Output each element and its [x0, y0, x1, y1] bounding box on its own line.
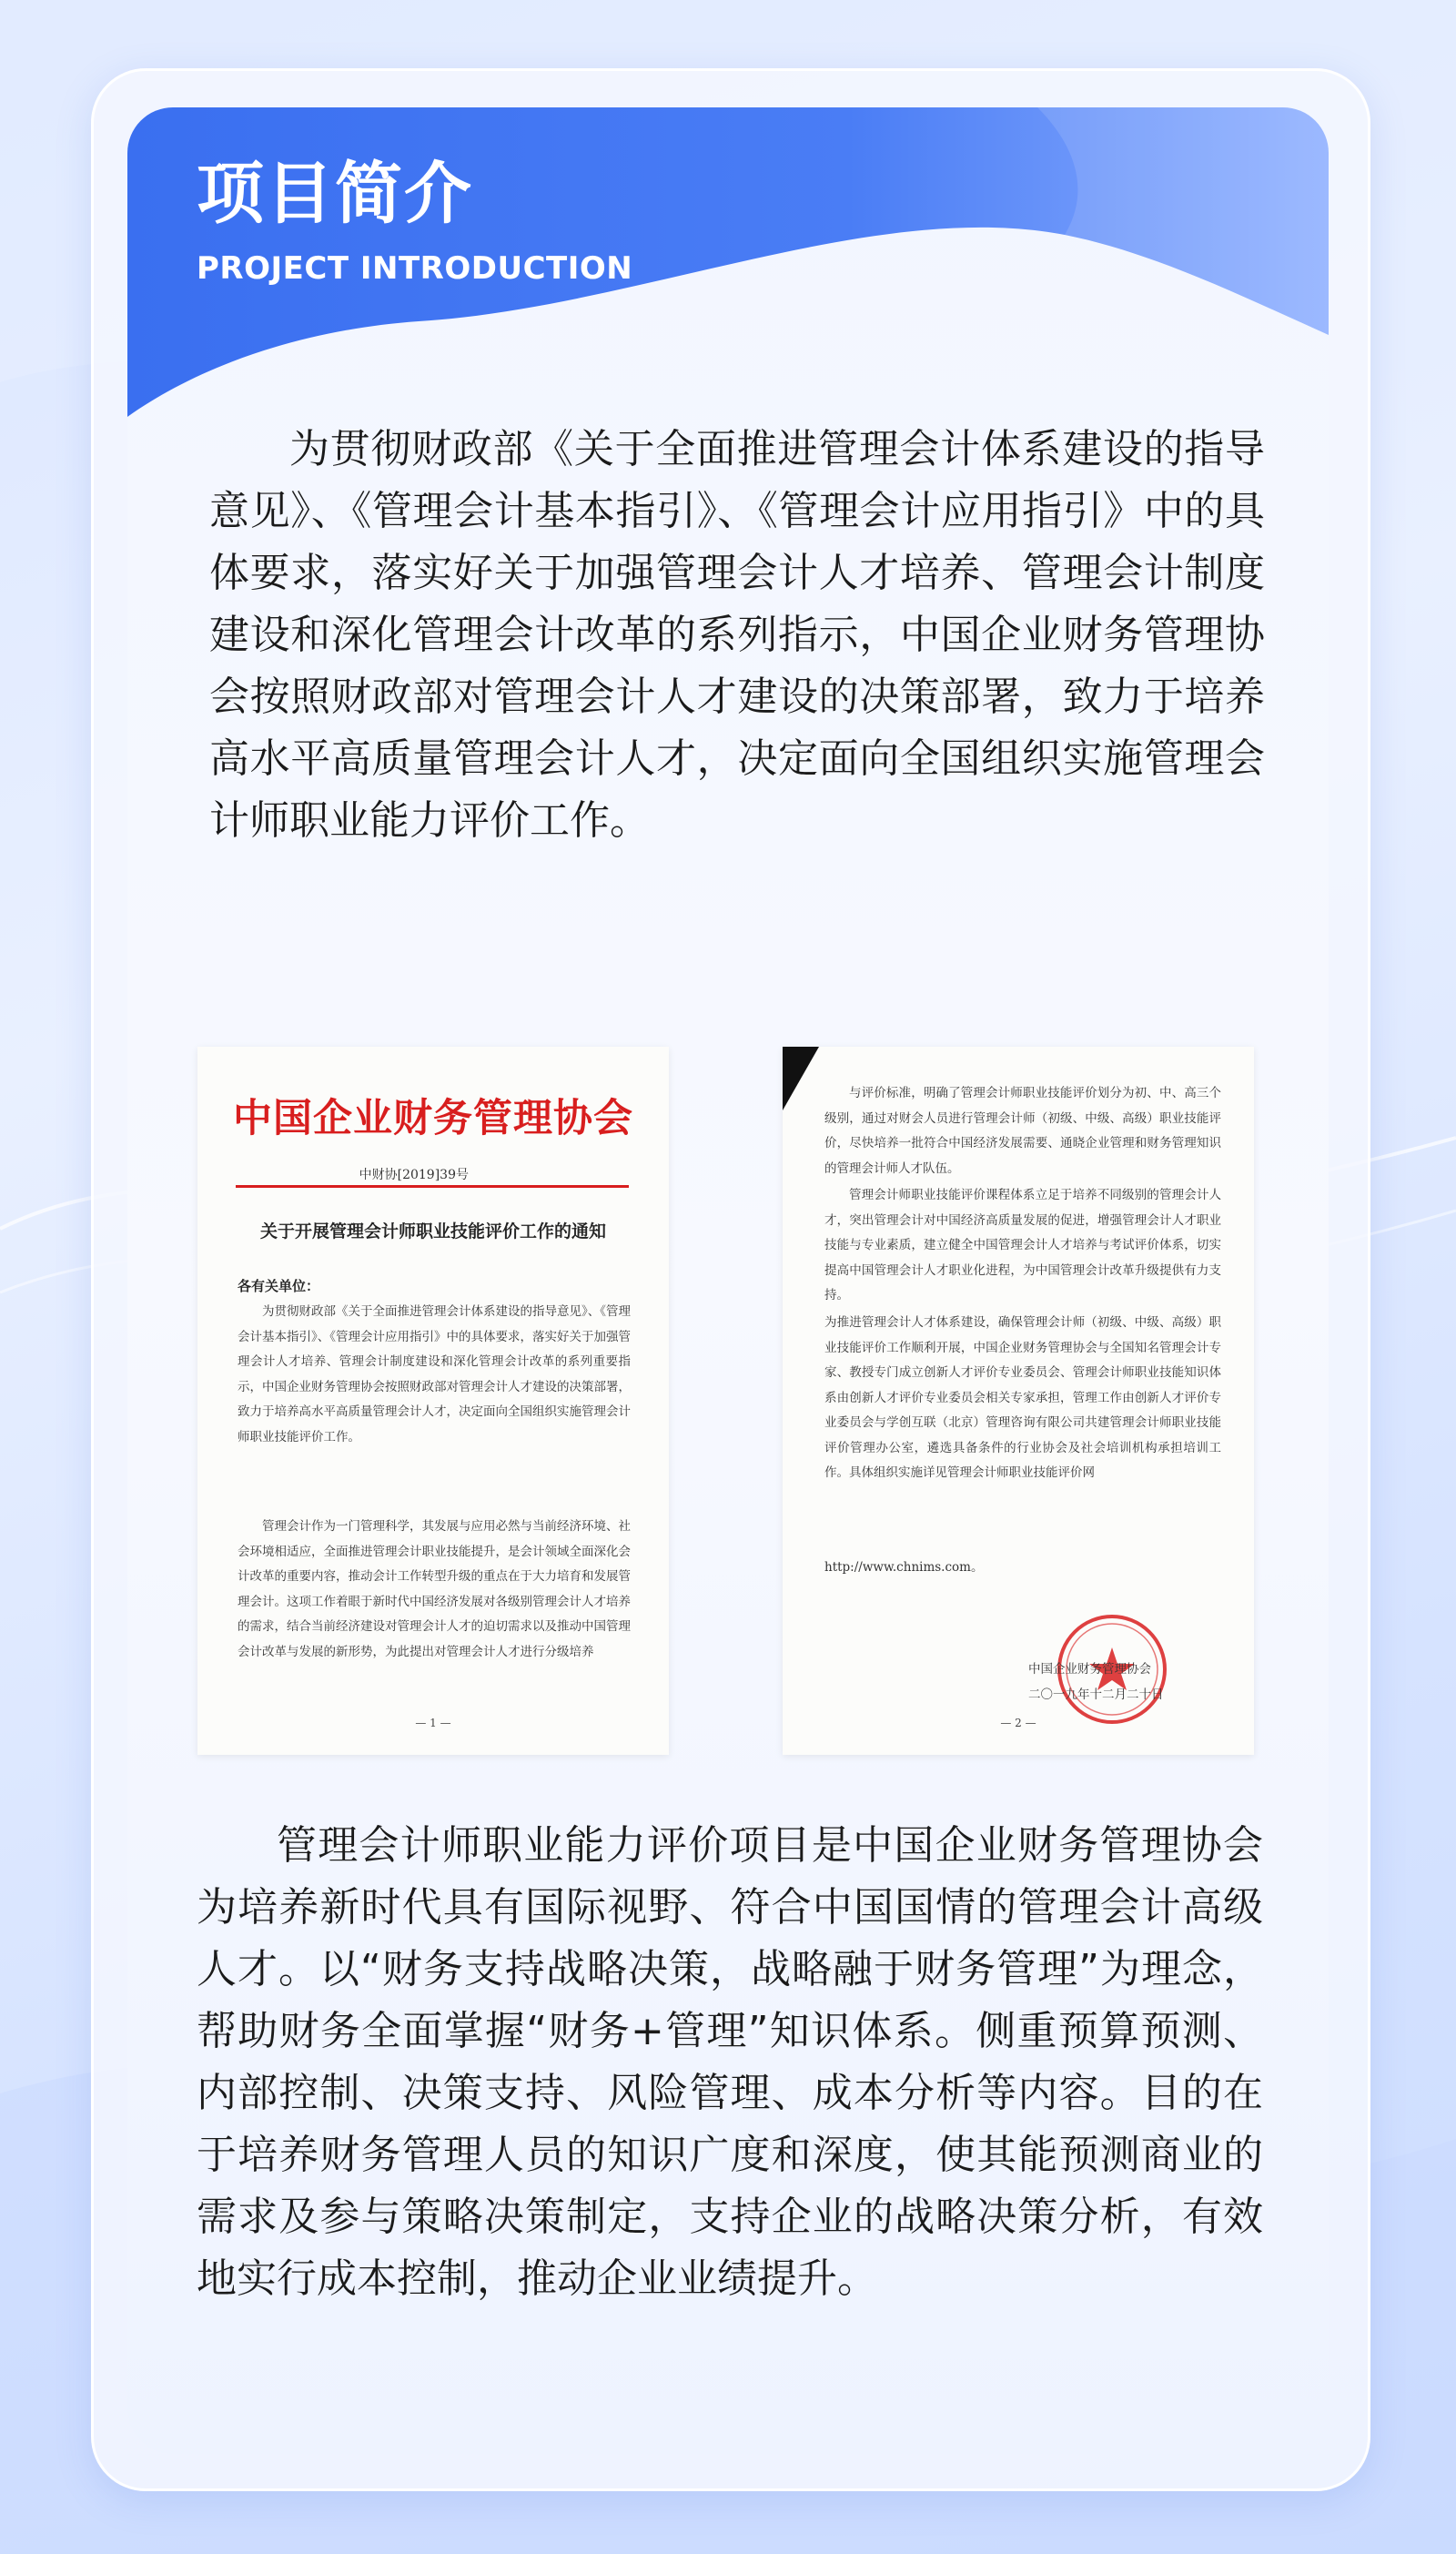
- document-page-1: [197, 1047, 669, 1755]
- document-title: 关于开展管理会计师职业技能评价工作的通知: [259, 1221, 606, 1242]
- document-salutation: 各有关单位：: [238, 1278, 320, 1294]
- document-body: 为推进管理会计人才体系建设，确保管理会计师（初级、中级、高级）职业技能评价工作顺利开展，中国企业财务管理协会与全国知名管理会计专家、教授专门成立创新人才评价专业委员会、管理会计师职业技能知识体系由创新人才评价专业委员会相关专家承担，管理工作由创新人才评价专业委员会与学创互联（北京）管理咨询有限公司共建管理会计师职业技能评价管理办公室，遴选具备条件的行业协会及社会培训机构承担培训工作。具体组织实施详见管理会计师职业技能评价网: [824, 1315, 1221, 1480]
- document-body: 管理会计师职业技能评价课程体系立足于培养不同级别的管理会计人才，突出管理会计对中国经济高质量发展的促进，增强管理会计人才职业技能与专业素质，建立健全中国管理会计人才培养与考试评价体系，切实提高中国管理会计人才职业化进程，为中国管理会计改革升级提供有力支持。: [824, 1188, 1221, 1302]
- document-body: 为贯彻财政部《关于全面推进管理会计体系建设的指导意见》、《管理会计基本指引》、《管理会计应用指引》中的具体要求，落实好关于加强管理会计人才培养、管理会计制度建设和深化管理会计改革的系列重要指示，中国企业财务管理协会按照财政部对管理会计人才建设的决策部署，致力于培养高水平高质量管理会计人才，决定面向全国组织实施管理会计师职业技能评价工作。: [238, 1304, 631, 1444]
- section-title: 项目简介: [197, 155, 473, 233]
- document-org-name: 中国企业财务管理协会: [233, 1096, 633, 1141]
- intro-paragraph: 为贯彻财政部《关于全面推进管理会计体系建设的指导意见》、《管理会计基本指引》、《管理会计应用指引》中的具体要求，落实好关于加强管理会计人才培养、管理会计制度建设和深化管理会计改革的系列指示，中国企业财务管理协会按照财政部对管理会计人才建设的决策部署，致力于培养高水平高质量管理会计人才，决定面向全国组织实施管理会计师职业能力评价工作。: [209, 426, 1265, 844]
- document-page-2: [783, 1047, 1254, 1755]
- document-page-number: — 1 —: [415, 1717, 451, 1729]
- document-body: 与评价标准，明确了管理会计师职业技能评价划分为初、中、高三个级别，通过对财会人员进行管理会计师（初级、中级、高级）职业技能评价，尽快培养一批符合中国经济发展需要、通晓企业管理和财务管理知识的管理会计师人才队伍。: [824, 1086, 1221, 1176]
- document-url: http://www.chnims.com。: [824, 1560, 984, 1575]
- document-date: 二〇一九年十二月二十日: [1028, 1687, 1164, 1702]
- content-panel: [127, 107, 1329, 2454]
- detail-paragraph: 管理会计师职业能力评价项目是中国企业财务管理协会为培养新时代具有国际视野、符合中国国情的管理会计高级人才。以“财务支持战略决策，战略融于财务管理”为理念，帮助财务全面掌握“财务+管理”知识体系。侧重预算预测、内部控制、决策支持、风险管理、成本分析等内容。目的在于培养财务管理人员的知识广度和深度，使其能预测商业的需求及参与策略决策制定，支持企业的战略决策分析，有效地实行成本控制，推动企业业绩提升。: [197, 1822, 1263, 2302]
- scan-corner-shadow: [783, 1047, 819, 1110]
- document-signer: 中国企业财务管理协会: [1028, 1662, 1151, 1677]
- document-page-number: — 2 —: [1000, 1717, 1036, 1729]
- document-body: 管理会计作为一门管理科学，其发展与应用必然与当前经济环境、社会环境相适应，全面推进管理会计职业技能提升，是会计领域全面深化会计改革的重要内容，推动会计工作转型升级的重点在于大力培育和发展管理会计。这项工作着眼于新时代中国经济发展对各级别管理会计人才培养的需求，结合当前经济建设对管理会计人才的迫切需求以及推动中国管理会计改革与发展的新形势，为此提出对管理会计人才进行分级培养: [238, 1519, 631, 1659]
- document-number: 中财协[2019]39号: [359, 1168, 469, 1182]
- document-red-rule: [236, 1185, 629, 1188]
- section-subtitle: PROJECT INTRODUCTION: [197, 250, 633, 287]
